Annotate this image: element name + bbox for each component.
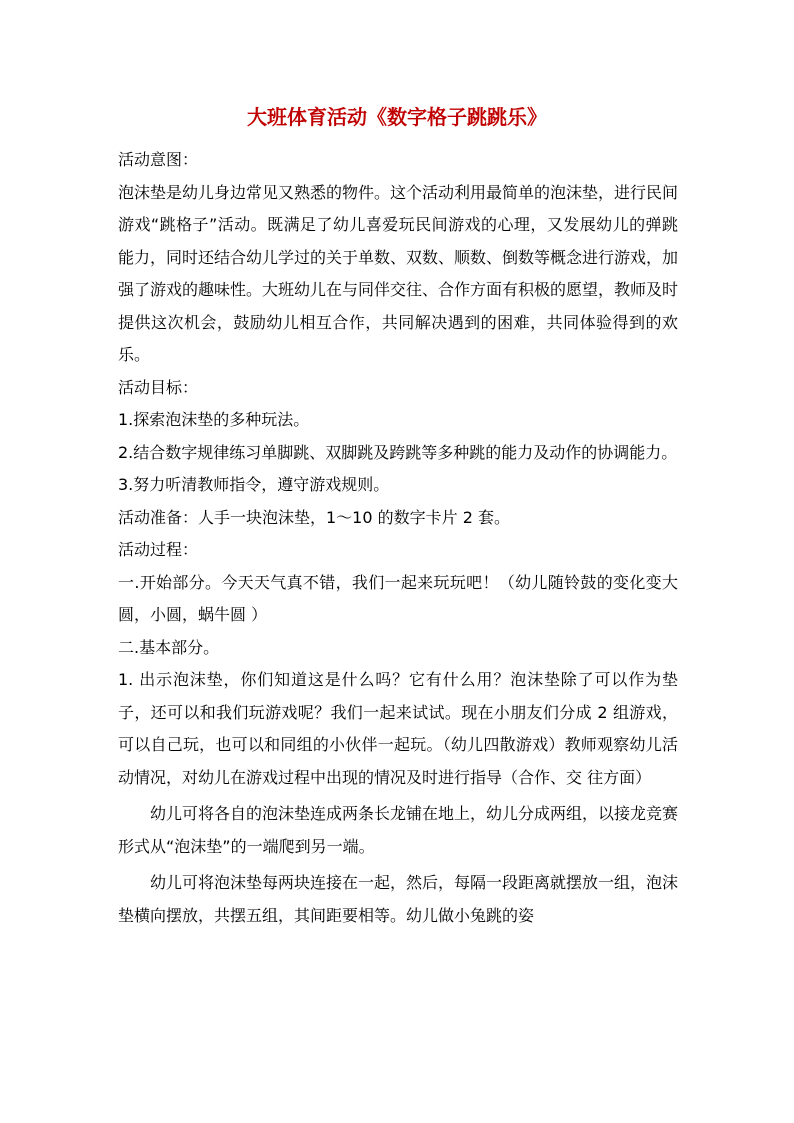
goal-item-2: 2.结合数字规律练习单脚跳、双脚跳及跨跳等多种跳的能力及动作的协调能力。: [118, 442, 678, 462]
play-paragraph-a: 幼儿可将各自的泡沫垫连成两条长龙铺在地上，幼儿分成两组，以接龙竞赛形式从“泡沫垫”的一端爬到另一端。: [118, 804, 679, 856]
document-title: 大班体育活动《数字格子跳跳乐》: [247, 105, 547, 129]
process-heading: 活动过程：: [118, 540, 199, 559]
process-part-1: 一.开始部分。今天天气真不错，我们一起来玩玩吧！（幼儿随铃鼓的变化变大圆，小圆，蜗牛圆 ）: [118, 572, 678, 624]
goal-item-3: 3.努力听清教师指令，遵守游戏规则。: [118, 475, 390, 494]
goal-item-1: 1.探索泡沫垫的多种玩法。: [118, 410, 310, 429]
intent-heading: 活动意图：: [118, 150, 199, 169]
document-body: [118, 144, 678, 932]
intent-paragraph: 泡沫垫是幼儿身边常见又熟悉的物件。这个活动利用最简单的泡沫垫，进行民间游戏“跳格子”活动。既满足了幼儿喜爱玩民间游戏的心理，又发展幼儿的弹跳能力，同时还结合幼儿学过的关于单数、双数、顺数、倒数等概念进行游戏，加强了游戏的趣味性。大班幼儿在与同伴交往、合作方面有积极的愿望，教师及时提供这次机会，鼓励幼儿相互合作，共同解决遇到的困难，共同体验得到的欢乐。: [118, 182, 679, 364]
goals-heading: 活动目标：: [118, 377, 199, 397]
process-step-1: 1. 出示泡沫垫，你们知道这是什么吗？它有什么用？泡沫垫除了可以作为垫子，还可以和我们玩游戏呢？我们一起来试试。现在小朋友们分成 2 组游戏，可以自己玩，也可以和同组的小伙伴一起玩。（幼儿四散游戏）教师观察幼儿活动情况，对幼儿在游戏过程中出现的情况及时进行指导（合作、交 往方面）: [118, 670, 678, 787]
preparation-line: 活动准备：人手一块泡沫垫，1～10 的数字卡片 2 套。: [118, 507, 510, 527]
process-part-2-heading: 二.基本部分。: [118, 637, 220, 657]
play-paragraph-b: 幼儿可将泡沫垫每两块连接在一起，然后，每隔一段距离就摆放一组，泡沫垫横向摆放，共摆五组，其间距要相等。幼儿做小兔跳的姿: [118, 873, 679, 925]
